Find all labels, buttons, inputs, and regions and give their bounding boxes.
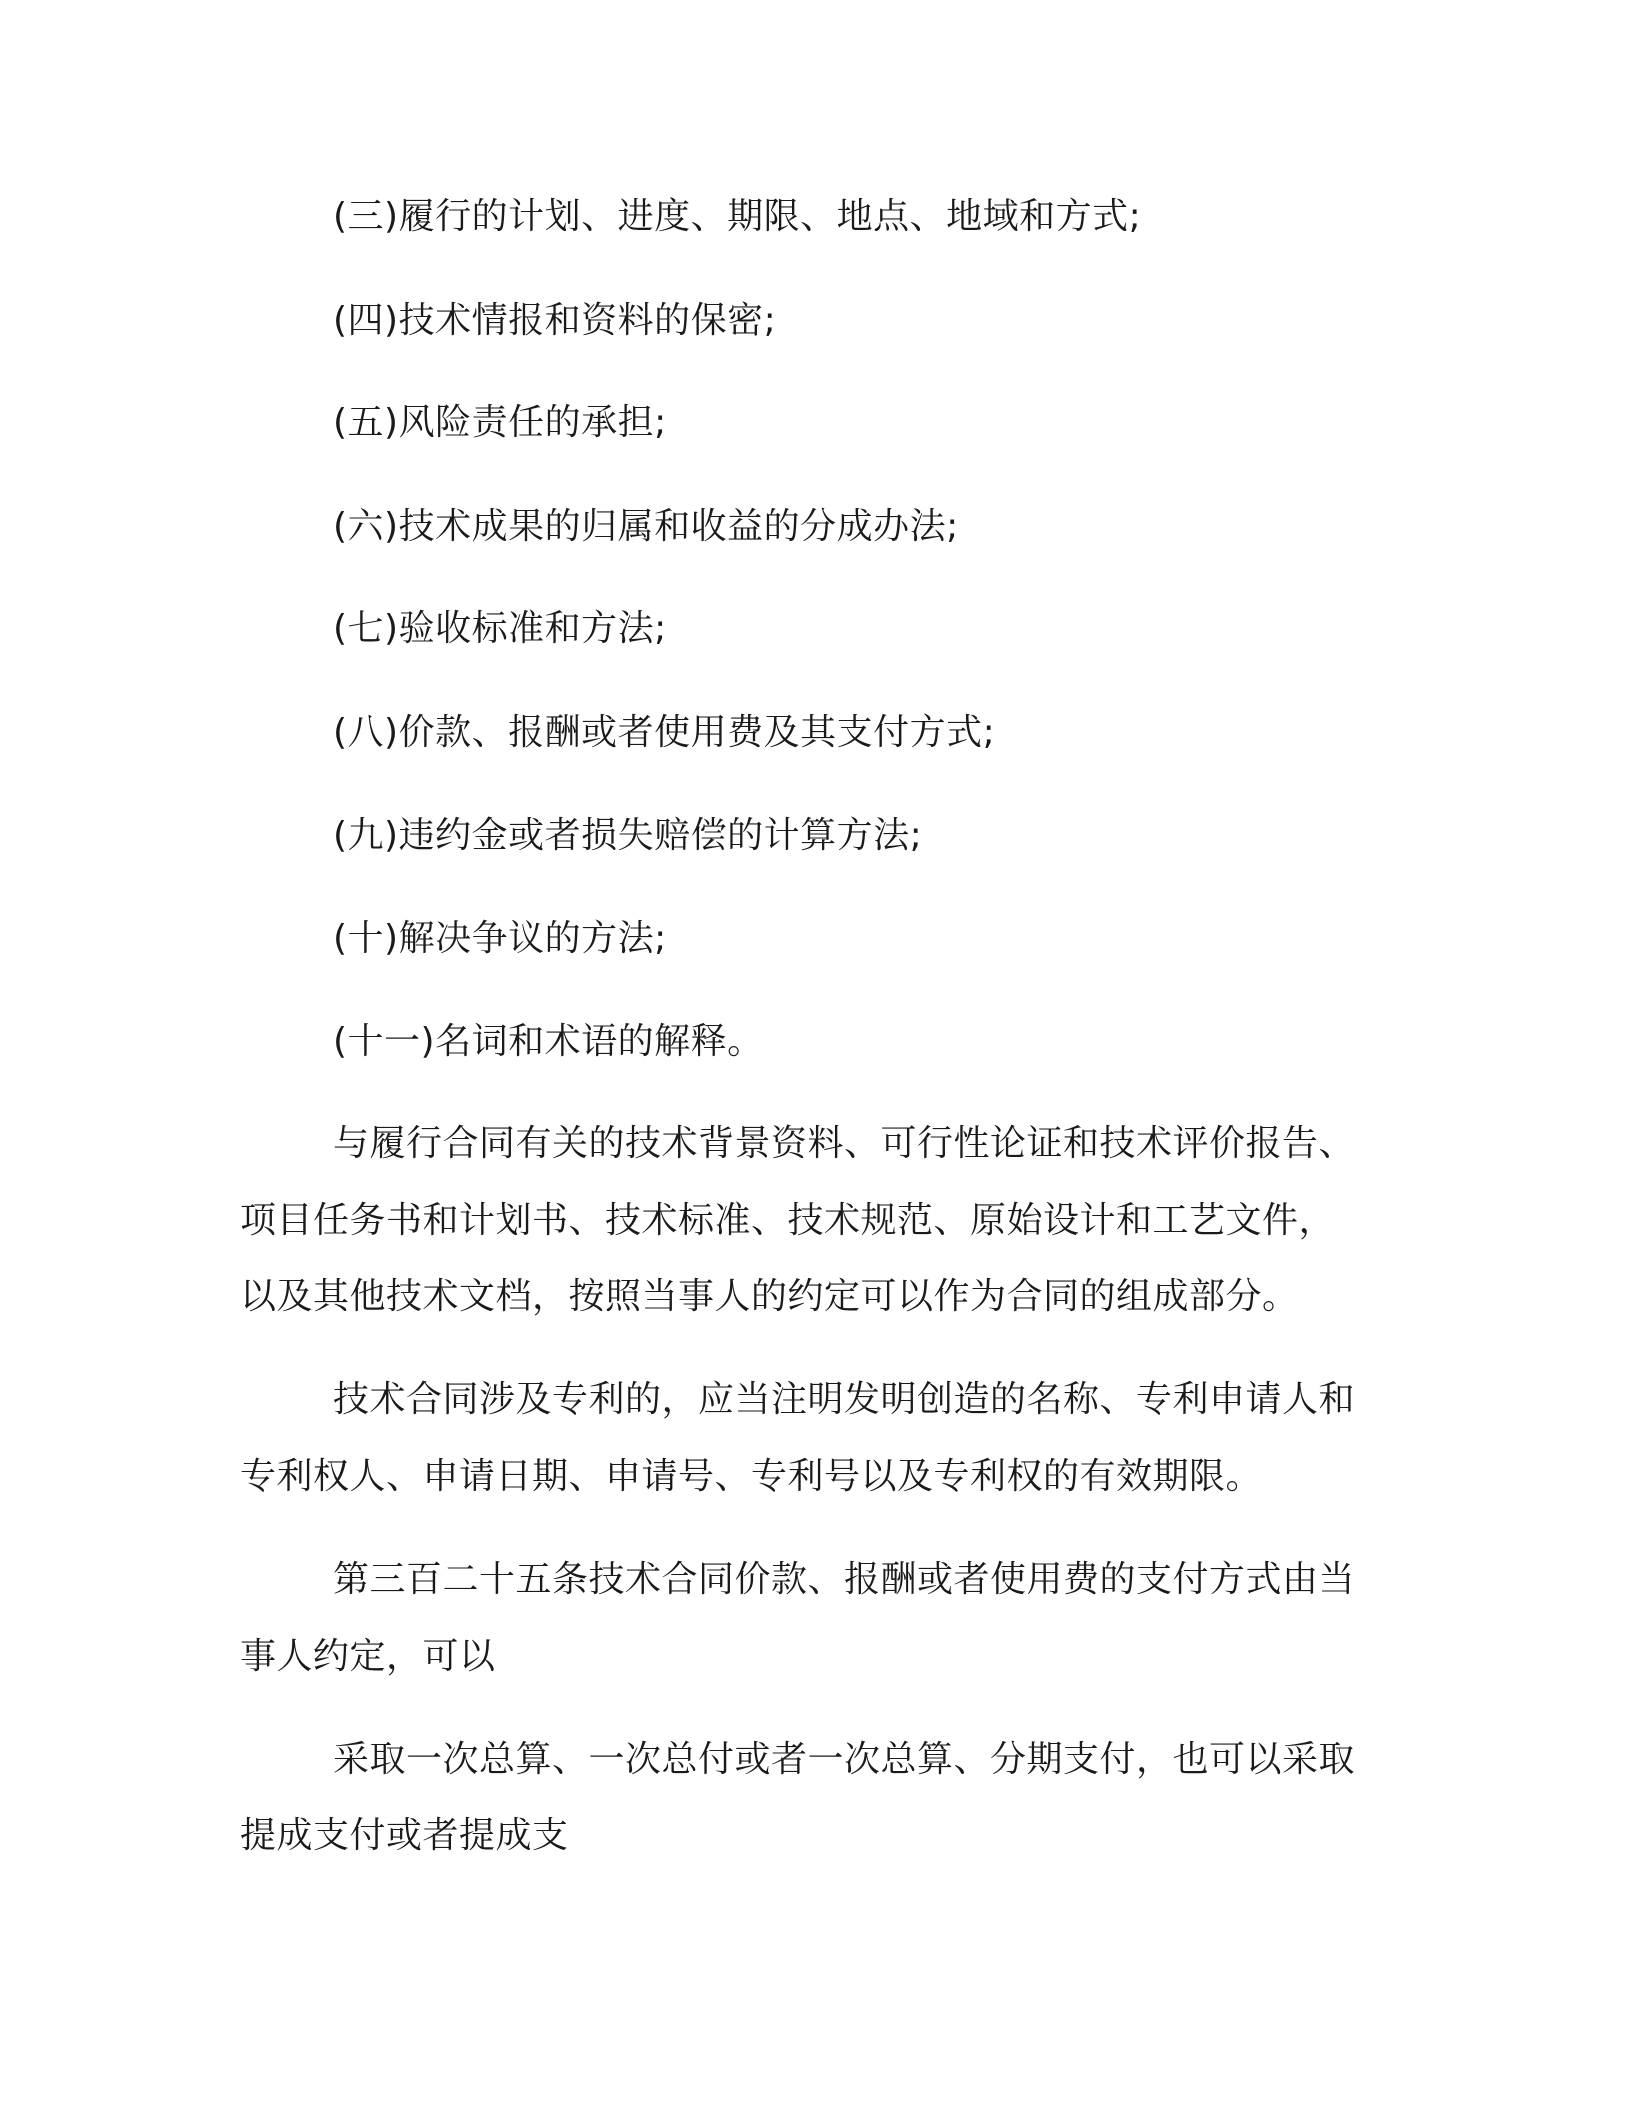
list-item-4: (四)技术情报和资料的保密; — [333, 300, 777, 341]
list-item-7: (七)验收标准和方法; — [333, 608, 667, 649]
paragraph-line: 采取一次总算、一次总付或者一次总算、分期支付，也可以采取 — [333, 1739, 1356, 1780]
list-item-5: (五)风险责任的承担; — [333, 402, 667, 443]
list-item-6: (六)技术成果的归属和收益的分成办法; — [333, 506, 959, 547]
paragraph-line: 项目任务书和计划书、技术标准、技术规范、原始设计和工艺文件， — [240, 1200, 1336, 1241]
list-item-9: (九)违约金或者损失赔偿的计算方法; — [333, 815, 923, 856]
list-item-10: (十)解决争议的方法; — [333, 918, 667, 959]
list-item-3: (三)履行的计划、进度、期限、地点、地域和方式; — [333, 196, 1142, 237]
list-item-11: (十一)名词和术语的解释。 — [333, 1021, 764, 1062]
paragraph-line: 技术合同涉及专利的，应当注明发明创造的名称、专利申请人和 — [333, 1379, 1356, 1420]
paragraph-line: 以及其他技术文档，按照当事人的约定可以作为合同的组成部分。 — [240, 1276, 1299, 1317]
paragraph-line: 与履行合同有关的技术背景资料、可行性论证和技术评价报告、 — [333, 1123, 1356, 1164]
list-item-8: (八)价款、报酬或者使用费及其支付方式; — [333, 712, 996, 753]
paragraph-line: 专利权人、申请日期、申请号、专利号以及专利权的有效期限。 — [240, 1456, 1263, 1497]
paragraph-line: 提成支付或者提成支 — [240, 1815, 569, 1856]
paragraph-line: 第三百二十五条技术合同价款、报酬或者使用费的支付方式由当 — [333, 1559, 1356, 1600]
paragraph-line: 事人约定，可以 — [240, 1636, 496, 1677]
